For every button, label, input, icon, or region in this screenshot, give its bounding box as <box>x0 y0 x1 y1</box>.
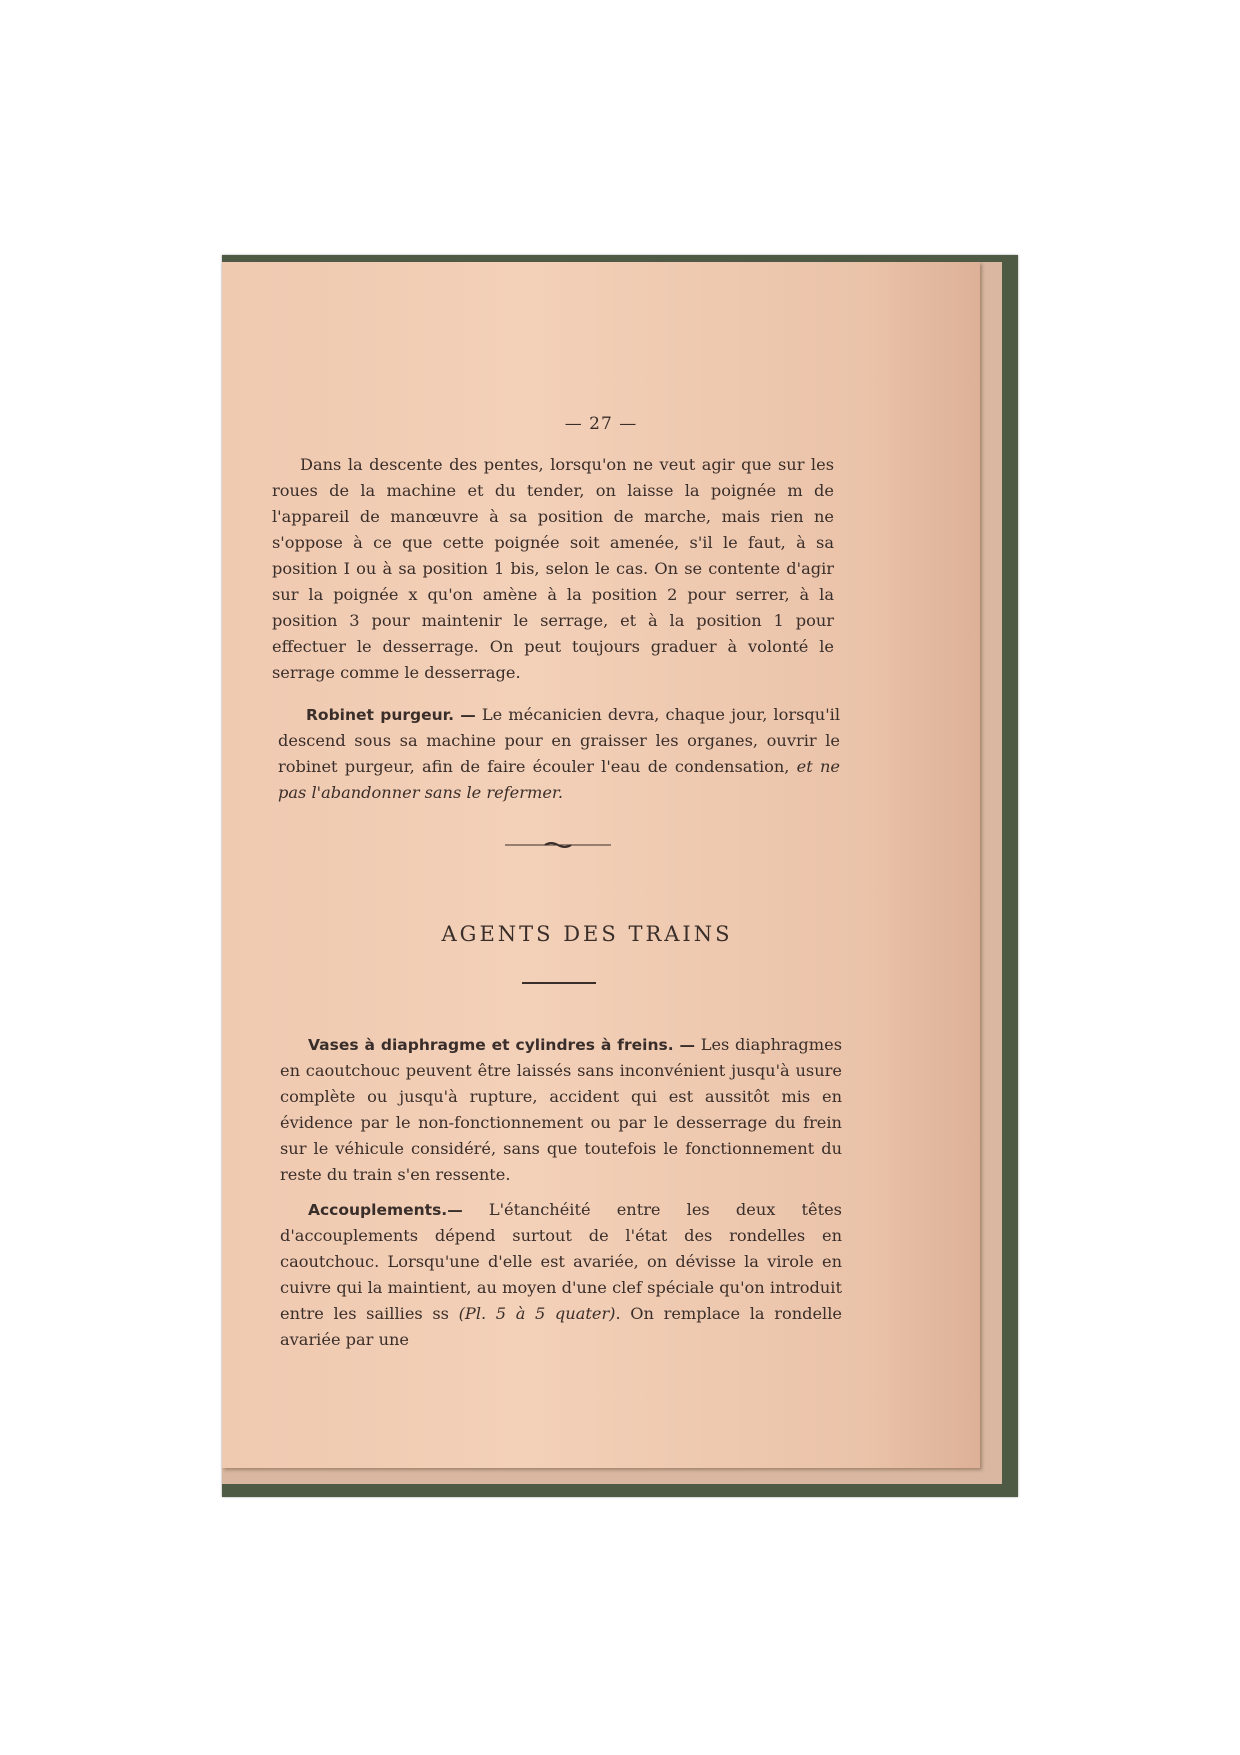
paragraph-robinet <box>278 702 840 806</box>
section-title: AGENTS DES TRAINS <box>441 922 733 946</box>
paragraph-descente-text: Dans la descente des pentes, lorsqu'on ne veut agir que sur les roues de la machine et du tender, on laisse la poignée m de l'appareil de manœuvre à sa position de marche, mais rien ne s'oppose à ce que cette poignée soit amenée, s'il le faut, à sa position I ou à sa position 1 bis, selon le cas. On se contente d'agir sur la poignée x qu'on amène à la position 2 pour serrer, à la position 3 pour maintenir le serrage, et à la position 1 pour effectuer le desserrage. On peut toujours graduer à volonté le serrage comme le desserrage. <box>272 455 834 682</box>
vases-text: Les diaphragmes en caoutchouc peuvent être laissés sans inconvénient jusqu'à usure complète ou jusqu'à rupture, accident qui est aussitôt mis en évidence par le non-fonctionnement ou par le desserrage du frein sur le véhicule considéré, sans que toutefois le fonctionnement du reste du train s'en ressente. <box>280 1035 842 1184</box>
accouplements-text: L'étanchéité entre les deux têtes d'accouplements dépend surtout de l'état des rondelles en caoutchouc. Lorsqu'une d'elle est avariée, on dévisse la virole en cuivre qui la maintient, au moyen d'une clef spéciale qu'on introduit entre les saillies ss <box>280 1200 842 1323</box>
robinet-emphasis: et ne pas l'abandonner sans le refermer. <box>278 757 840 802</box>
paragraph-accouplements <box>280 1197 842 1353</box>
vases-heading: Vases à diaphragme et cylindres à freins. — <box>308 1036 696 1054</box>
paragraph-descente <box>272 452 834 686</box>
page-number: — 27 — <box>564 414 638 434</box>
book-page <box>222 262 980 1468</box>
title-rule <box>522 982 596 984</box>
robinet-heading: Robinet purgeur. — <box>306 706 476 724</box>
ornament-divider <box>505 841 611 849</box>
plate-reference: (Pl. 5 à 5 quater) <box>458 1304 616 1323</box>
accouplements-text-end: . On remplace la rondelle avariée par une <box>280 1304 842 1349</box>
accouplements-heading: Accouplements.— <box>308 1201 463 1219</box>
paragraph-vases <box>280 1032 842 1188</box>
robinet-text: Le mécanicien devra, chaque jour, lorsqu'il descend sous sa machine pour en graisser les organes, ouvrir le robinet purgeur, afin de faire écouler l'eau de condensation, <box>278 705 840 776</box>
